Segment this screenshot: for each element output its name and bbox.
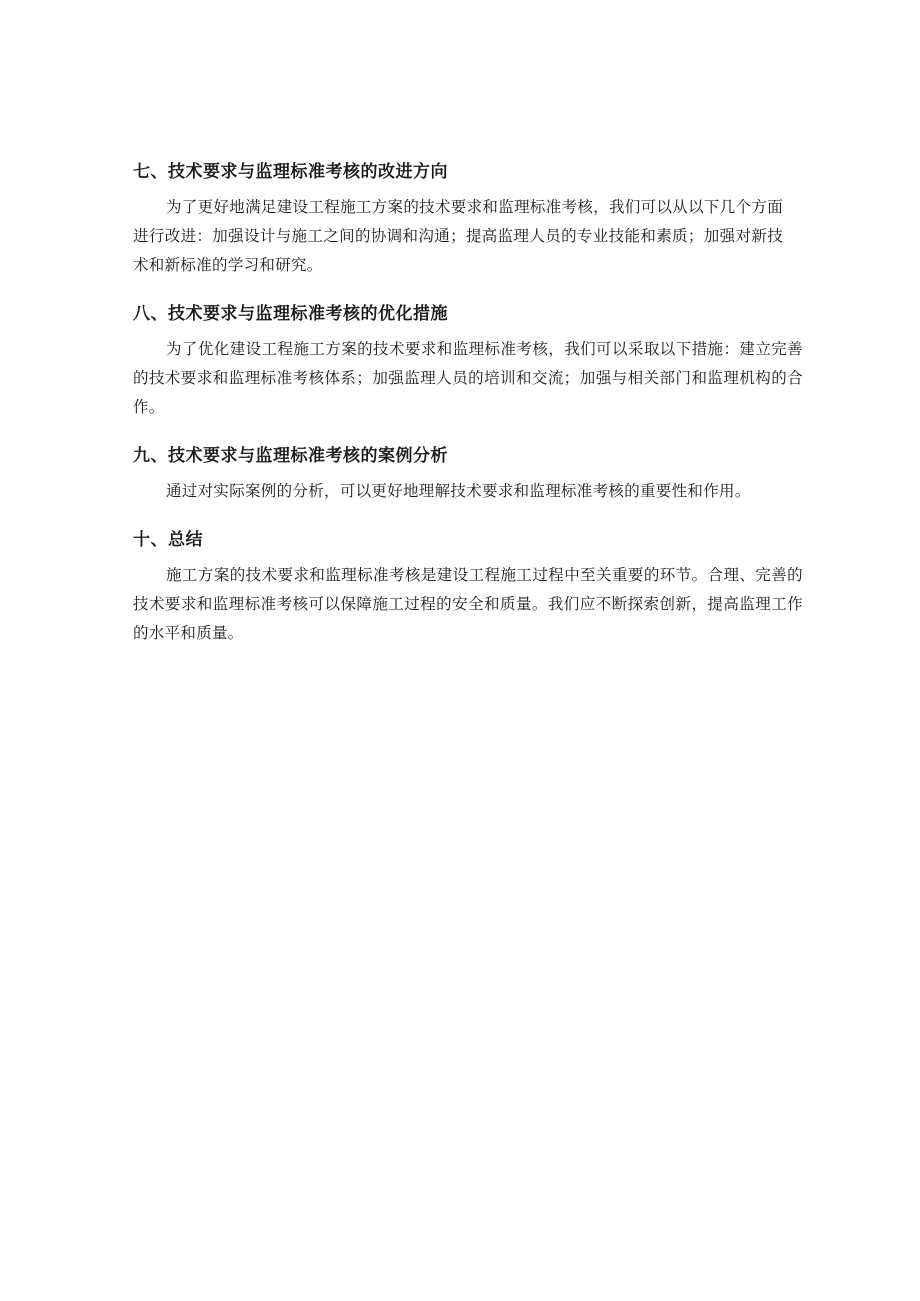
section-paragraph: 通过对实际案例的分析，可以更好地理解技术要求和监理标准考核的重要性和作用。 (166, 482, 751, 500)
section-heading: 八、技术要求与监理标准考核的优化措施 (133, 304, 448, 324)
section-8 (133, 297, 803, 422)
document-content (133, 155, 803, 665)
section-paragraph: 为了更好地满足建设工程施工方案的技术要求和监理标准考核，我们可以从以下几个方面进行改进：加强设计与施工之间的协调和沟通；提高监理人员的专业技能和素质；加强对新技术和新标准的学习和研究。 (133, 198, 783, 274)
section-heading: 十、总结 (133, 530, 203, 550)
section-9 (133, 439, 803, 506)
section-7 (133, 155, 803, 280)
section-paragraph: 施工方案的技术要求和监理标准考核是建设工程施工过程中至关重要的环节。合理、完善的技术要求和监理标准考核可以保障施工过程的安全和质量。我们应不断探索创新，提高监理工作的水平和质量。 (133, 566, 803, 642)
section-10 (133, 523, 803, 648)
section-heading: 九、技术要求与监理标准考核的案例分析 (133, 446, 448, 466)
section-paragraph: 为了优化建设工程施工方案的技术要求和监理标准考核，我们可以采取以下措施：建立完善的技术要求和监理标准考核体系；加强监理人员的培训和交流；加强与相关部门和监理机构的合作。 (133, 340, 803, 416)
section-heading: 七、技术要求与监理标准考核的改进方向 (133, 162, 448, 182)
